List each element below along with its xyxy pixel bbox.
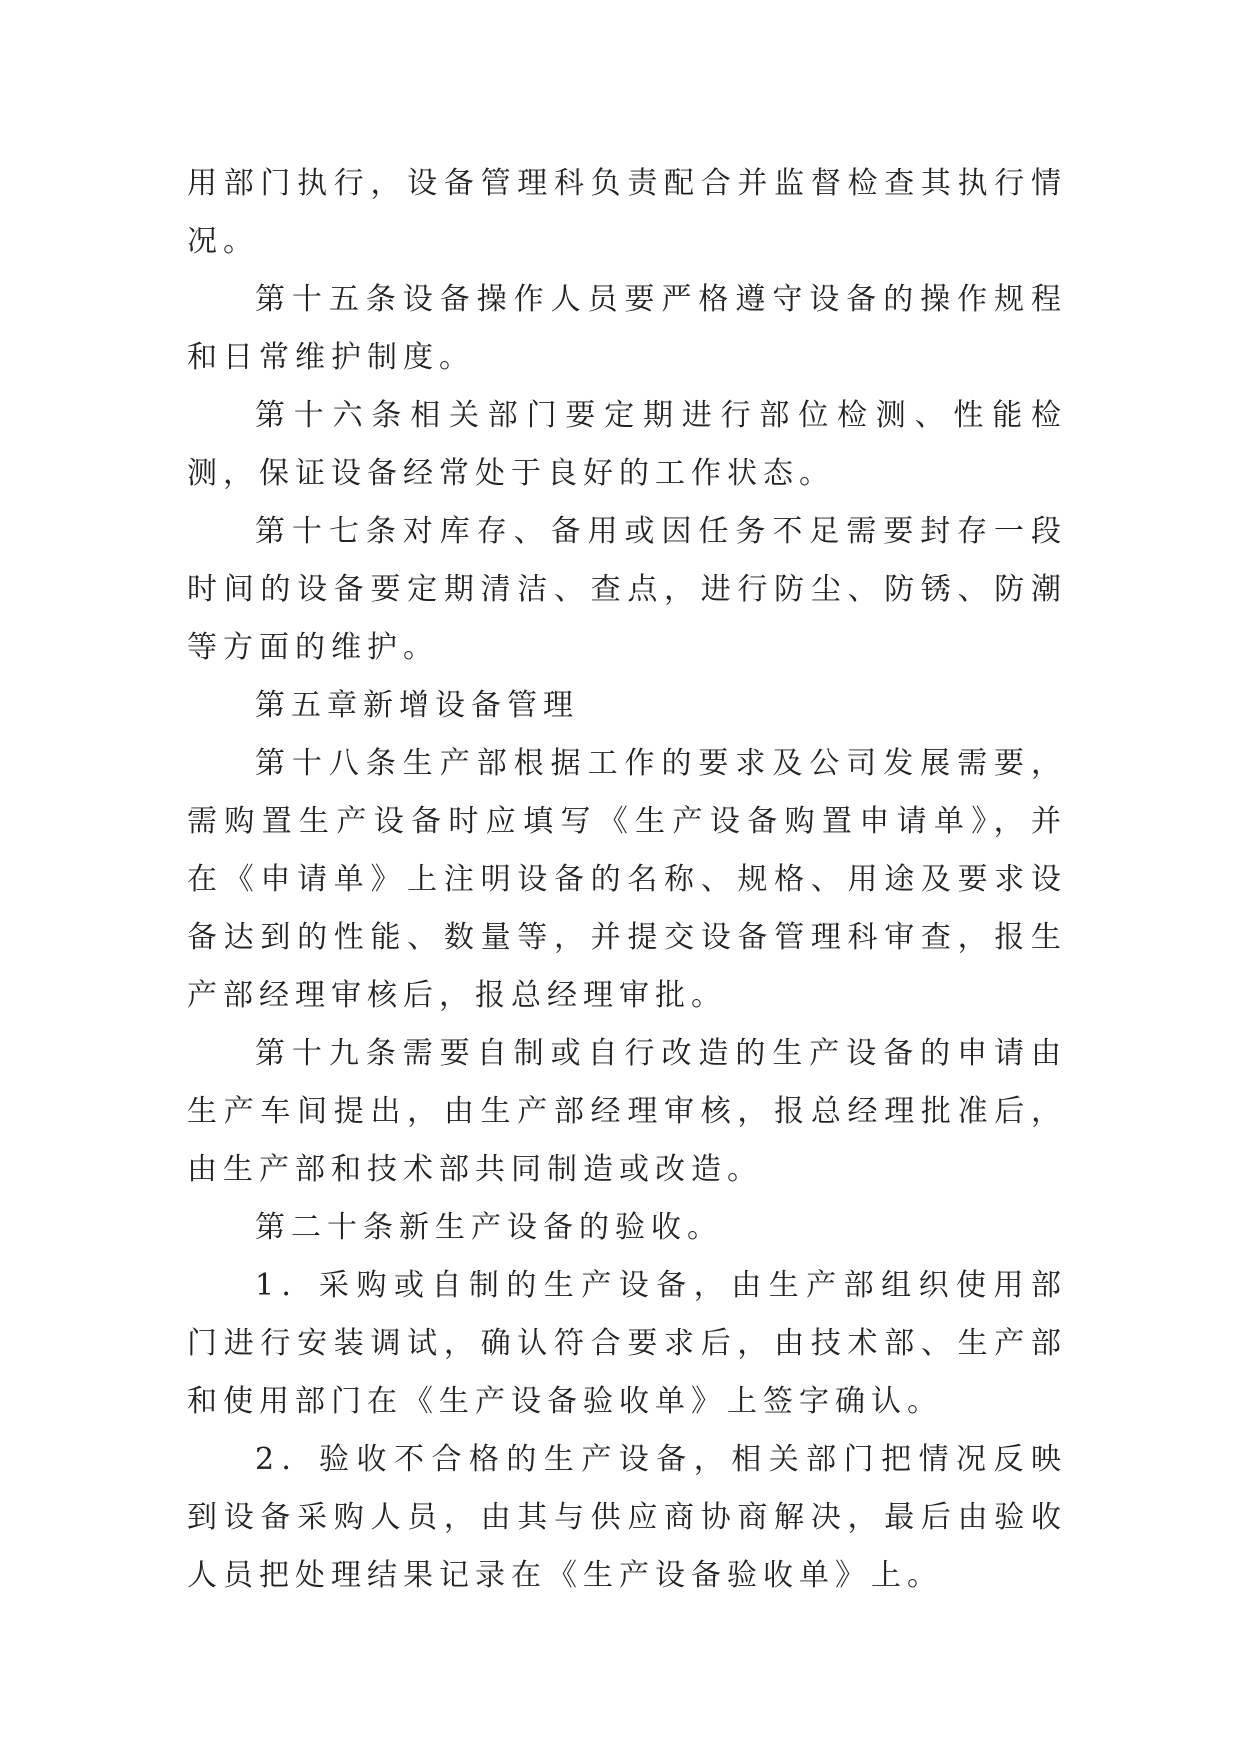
list-item-2: 2．验收不合格的生产设备，相关部门把情况反映到设备采购人员，由其与供应商协商解决，最后由验收人员把处理结果记录在《生产设备验收单》上。 (187, 1442, 1067, 1593)
paragraph-article-16: 第十六条相关部门要定期进行部位检测、性能检测，保证设备经常处于良好的工作状态。 (187, 398, 1067, 491)
paragraph-article-17: 第十七条对库存、备用或因任务不足需要封存一段时间的设备要定期清洁、查点，进行防尘、防锈、防潮等方面的维护。 (187, 514, 1067, 665)
paragraph-continuation: 用部门执行，设备管理科负责配合并监督检查其执行情况。 (187, 166, 1067, 259)
paragraph-article-19: 第十九条需要自制或自行改造的生产设备的申请由生产车间提出，由生产部经理审核，报总经理批准后，由生产部和技术部共同制造或改造。 (187, 1036, 1067, 1187)
paragraph-article-15: 第十五条设备操作人员要严格遵守设备的操作规程和日常维护制度。 (187, 282, 1067, 375)
list-item-1: 1．采购或自制的生产设备，由生产部组织使用部门进行安装调试，确认符合要求后，由技术部、生产部和使用部门在《生产设备验收单》上签字确认。 (187, 1268, 1067, 1419)
paragraph-article-18: 第十八条生产部根据工作的要求及公司发展需要，需购置生产设备时应填写《生产设备购置申请单》，并在《申请单》上注明设备的名称、规格、用途及要求设备达到的性能、数量等，并提交设备管理科审查，报生产部经理审核后，报总经理审批。 (187, 746, 1067, 1013)
document-body (187, 155, 1067, 1605)
paragraph-article-20: 第二十条新生产设备的验收。 (255, 1210, 723, 1245)
chapter-heading: 第五章新增设备管理 (255, 688, 579, 723)
